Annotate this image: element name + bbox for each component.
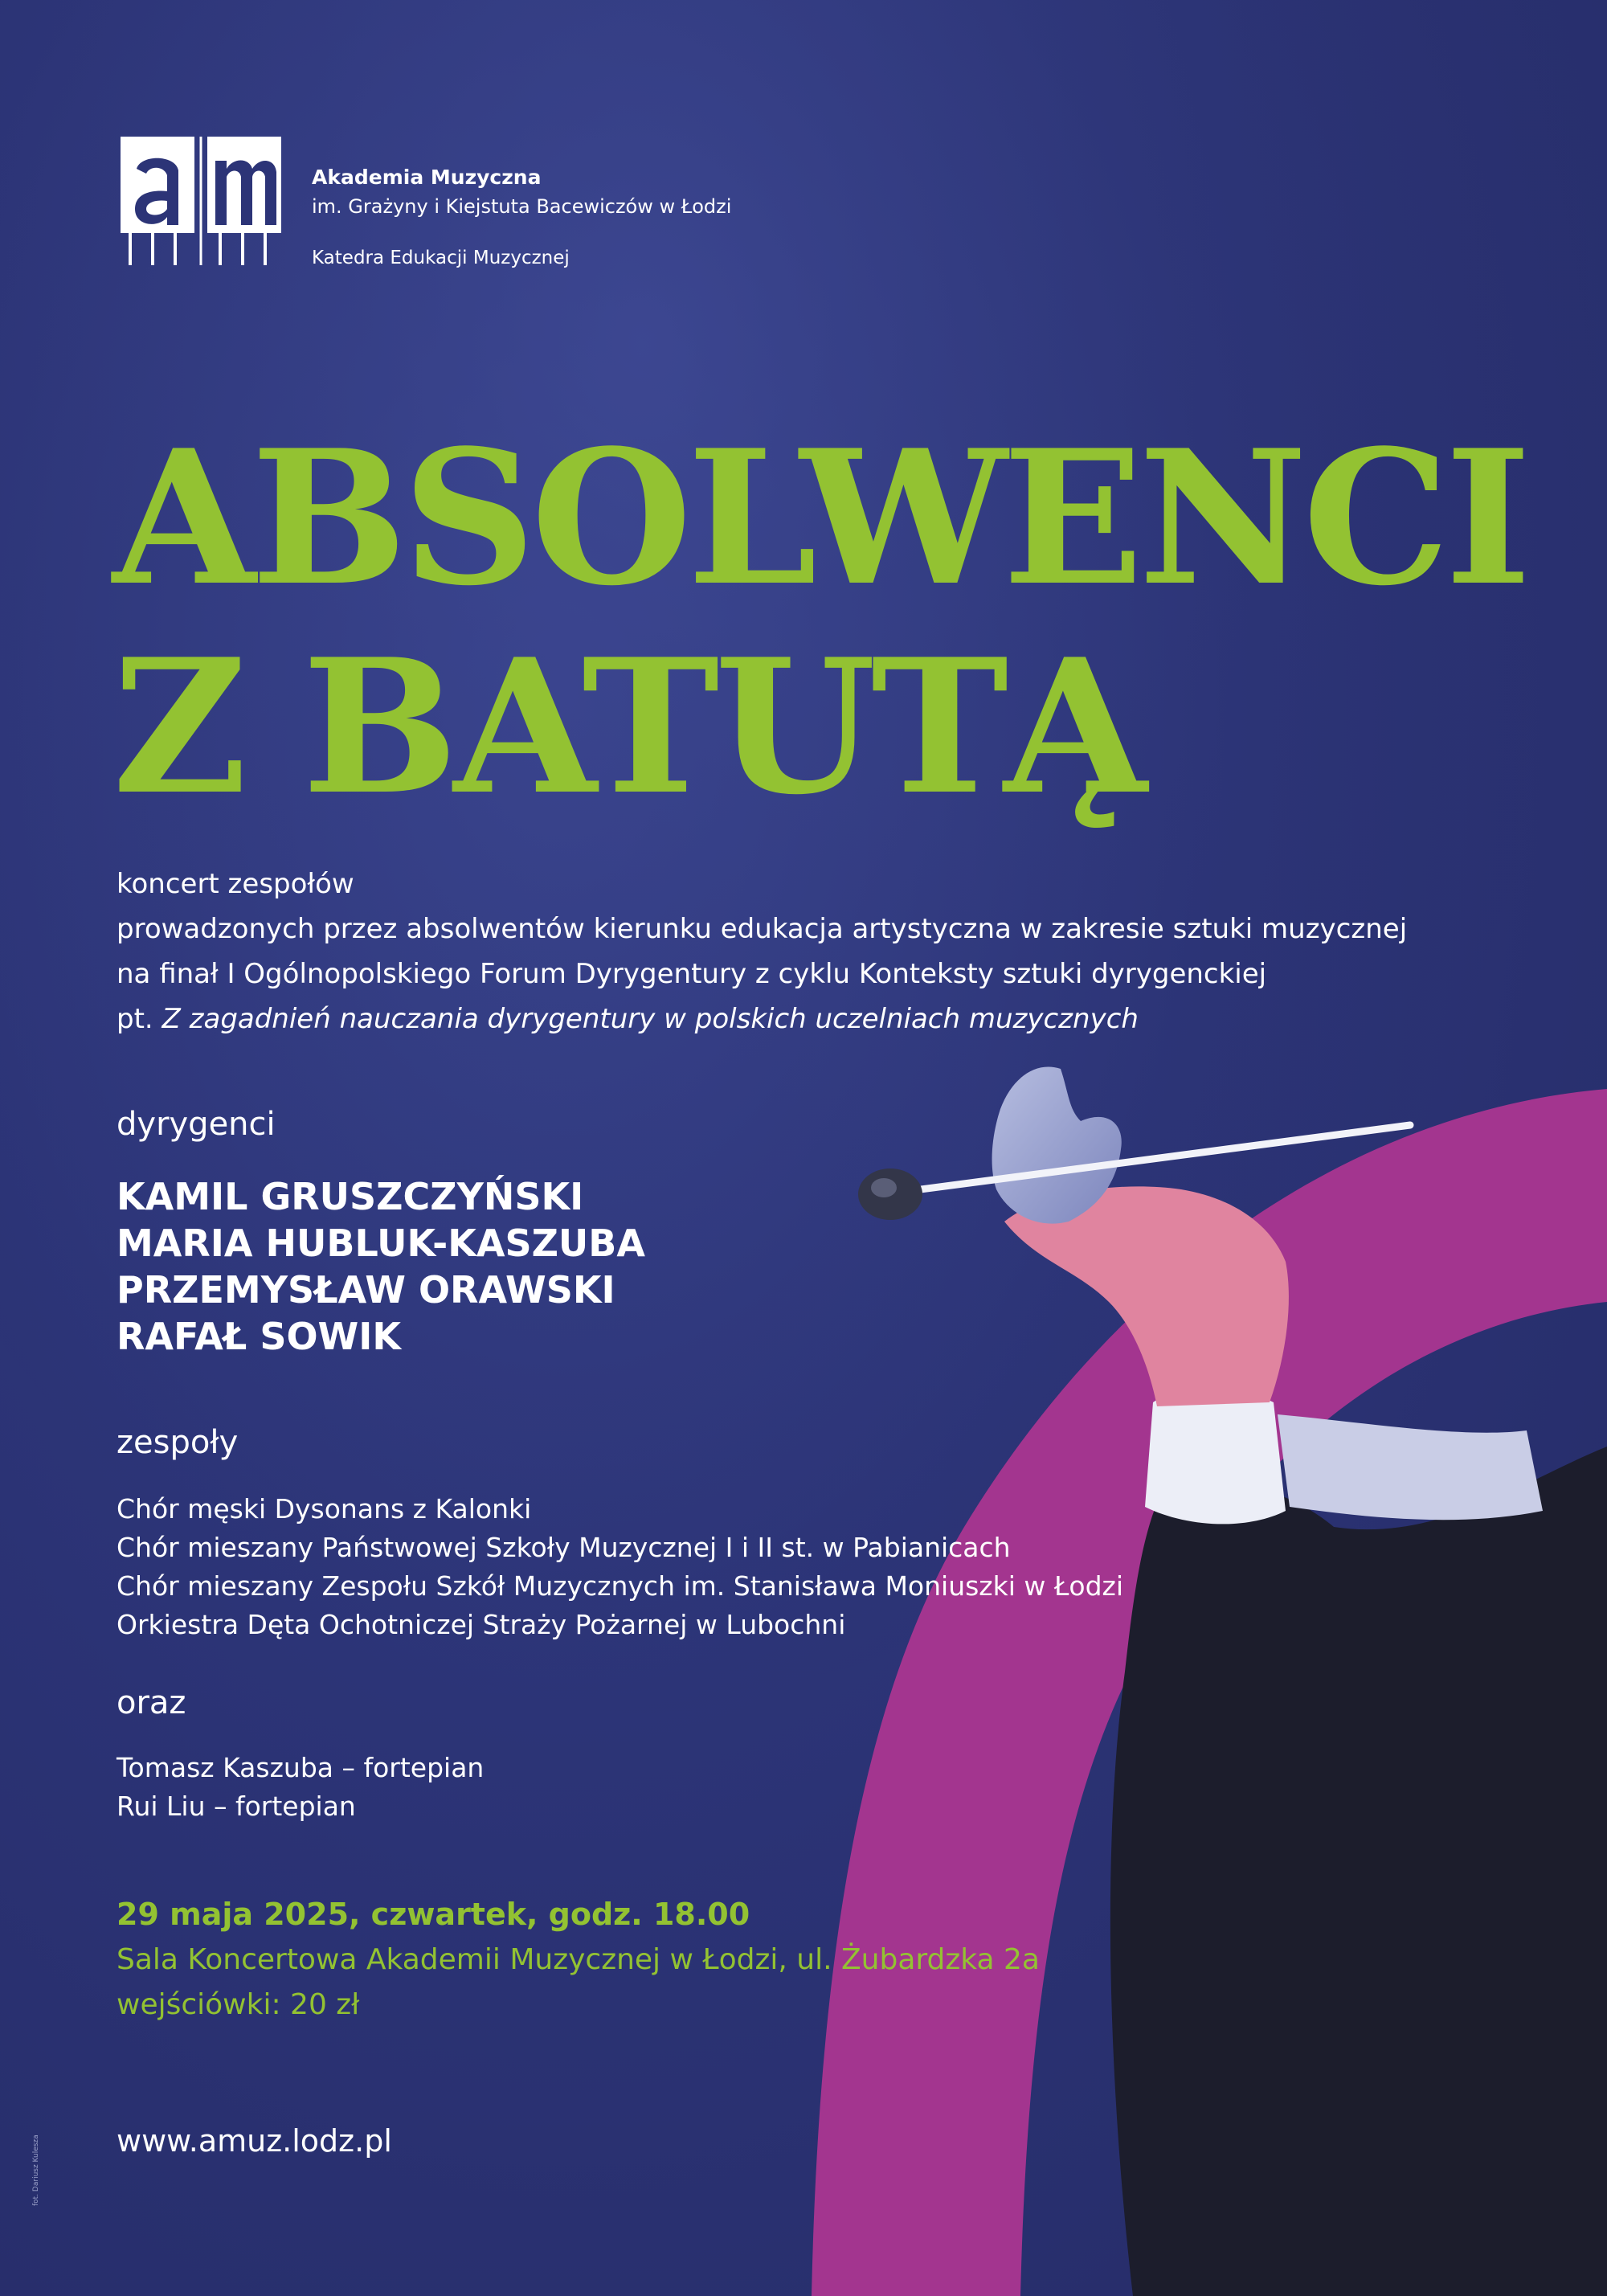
soloist-item: Tomasz Kaszuba – fortepian <box>117 1752 485 1783</box>
conductors-label: dyrygenci <box>117 1106 276 1143</box>
conductor-name: PRZEMYSŁAW ORAWSKI <box>117 1268 615 1312</box>
conductor-list <box>117 1173 645 1360</box>
title-line-2: Z BATUTĄ <box>112 619 1143 836</box>
description-line: prowadzonych przez absolwentów kierunku edukacja artystyczna w zakresie sztuki muzycznej <box>117 913 1408 945</box>
description-italic-title: Z zagadnień nauczania dyrygentury w polskich uczelniach muzycznych <box>162 1003 1139 1035</box>
cuff <box>1145 1388 1286 1524</box>
event-tickets: wejściówki: 20 zł <box>117 1988 360 2021</box>
ensemble-item: Chór mieszany Państwowej Szkoły Muzycznej I i II st. w Pabianicach <box>117 1532 1011 1563</box>
institution-name: Akademia Muzyczna <box>312 166 542 189</box>
ensemble-item: Orkiestra Dęta Ochotniczej Straży Pożarnej w Lubochni <box>117 1609 846 1640</box>
also-label: oraz <box>117 1684 186 1721</box>
soloist-list <box>117 1749 484 1826</box>
ensembles-label: zespoły <box>117 1424 239 1461</box>
department-name: Katedra Edukacji Muzycznej <box>312 248 570 268</box>
conductor-name: KAMIL GRUSZCZYŃSKI <box>117 1175 584 1218</box>
ensemble-list <box>117 1490 1123 1644</box>
description-line <box>117 997 1407 1042</box>
institution-subtitle: im. Grażyny i Kiejstuta Bacewiczów w Łodzi <box>312 195 732 218</box>
title-line-1: ABSOLWENCI <box>112 410 1527 627</box>
ensemble-item: Chór mieszany Zespołu Szkół Muzycznych im. Stanisława Moniuszki w Łodzi <box>117 1570 1124 1602</box>
concert-description <box>117 862 1407 1042</box>
sleeve <box>1110 1447 1607 2296</box>
event-datetime: 29 maja 2025, czwartek, godz. 18.00 <box>117 1897 750 1932</box>
conductor-name: MARIA HUBLUK-KASZUBA <box>117 1222 645 1265</box>
description-line: koncert zespołów <box>117 868 354 900</box>
ensemble-item: Chór męski Dysonans z Kalonki <box>117 1493 532 1525</box>
soloist-item: Rui Liu – fortepian <box>117 1791 356 1822</box>
description-line: na finał I Ogólnopolskiego Forum Dyrygentury z cyklu Konteksty sztuki dyrygenckiej <box>117 958 1267 990</box>
website-link[interactable]: www.amuz.lodz.pl <box>117 2123 392 2159</box>
conductor-name: RAFAŁ SOWIK <box>117 1315 402 1358</box>
photo-credit: fot. Dariusz Kulesza <box>32 2134 40 2206</box>
event-venue: Sala Koncertowa Akademii Muzycznej w Łodzi, ul. Żubardzka 2a <box>117 1943 1040 1976</box>
am-piano-keys-logo <box>121 137 281 265</box>
description-prefix: pt. <box>117 1003 162 1035</box>
